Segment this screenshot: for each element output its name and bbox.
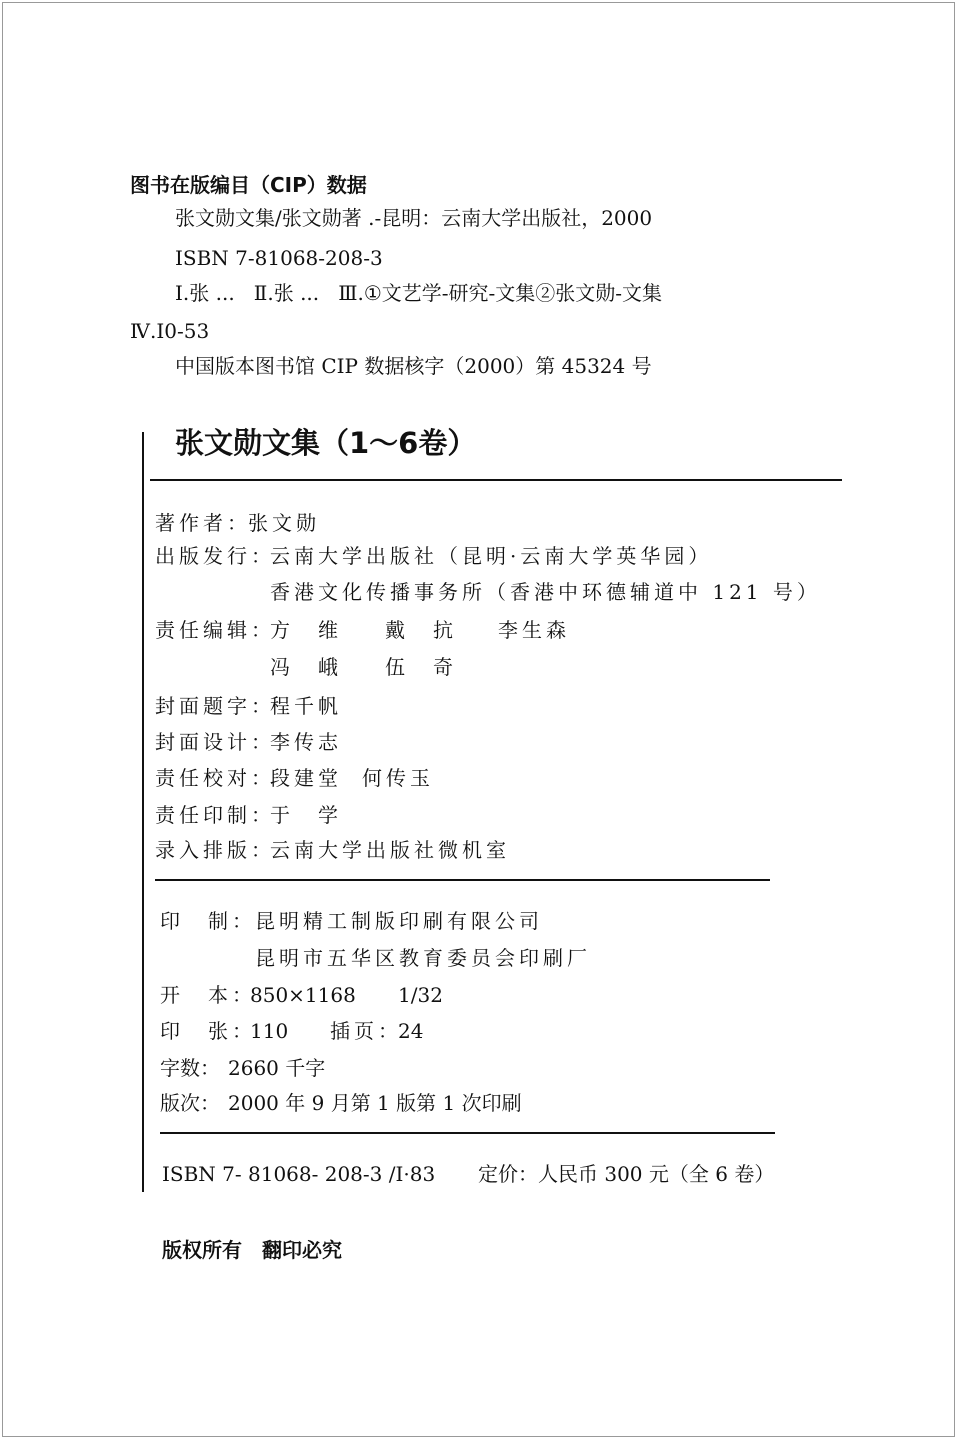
inserts: 24: [398, 1019, 424, 1043]
cip-line: 中国版本图书馆 CIP 数据核字（2000）第 45324 号: [175, 354, 652, 378]
copyright-notice: 版权所有 翻印必究: [162, 1238, 342, 1262]
proofreader: 段建堂: [270, 766, 342, 790]
cip-line: Ⅳ.I0-53: [130, 319, 210, 343]
publisher: 云南大学出版社（昆明·云南大学英华园）: [270, 544, 713, 568]
format-label: 开 本：: [160, 983, 256, 1007]
printer: 昆明市五华区教育委员会印刷厂: [255, 946, 591, 970]
divider: [150, 479, 842, 481]
proofread-label: 责任校对：: [155, 766, 275, 790]
book-title: 张文勋文集（1～6卷）: [175, 426, 477, 460]
typeset: 云南大学出版社微机室: [270, 838, 510, 862]
cover-title: 程千帆: [270, 694, 342, 718]
publisher-label: 出版发行：: [155, 544, 275, 568]
printer-label: 印 制：: [160, 909, 256, 933]
cover-title-label: 封面题字：: [155, 694, 275, 718]
format: 850×1168: [250, 983, 356, 1007]
editor: 方 维: [270, 618, 342, 642]
format-fraction: 1/32: [398, 983, 443, 1007]
cip-line: 张文勋文集/张文勋著 .-昆明：云南大学出版社，2000: [175, 206, 653, 230]
editor: 戴 抗: [385, 618, 457, 642]
sheets-label: 印 张：: [160, 1019, 256, 1043]
printing-resp: 于 学: [270, 803, 342, 827]
cover-design: 李传志: [270, 730, 342, 754]
cip-isbn: ISBN 7-81068-208-3: [175, 246, 383, 270]
author-label: 著作者：: [155, 511, 251, 535]
cip-line: Ⅰ.张 ... Ⅱ.张 ... Ⅲ.①文艺学-研究-文集②张文勋-文集: [175, 281, 663, 305]
cover-design-label: 封面设计：: [155, 730, 275, 754]
publisher: 香港文化传播事务所（香港中环德辅道中 121 号）: [270, 580, 821, 604]
cip-heading: 图书在版编目（CIP）数据: [130, 173, 367, 197]
editor: 冯 峨: [270, 655, 342, 679]
printer: 昆明精工制版印刷有限公司: [255, 909, 543, 933]
isbn-full: ISBN 7- 81068- 208-3 /I·83: [162, 1162, 436, 1186]
divider: [160, 1132, 775, 1134]
editor: 伍 奇: [385, 655, 457, 679]
vertical-rule: [142, 432, 144, 1192]
editors-label: 责任编辑：: [155, 618, 275, 642]
proofreader: 何传玉: [362, 766, 434, 790]
words-label: 字数：: [160, 1056, 220, 1080]
editor: 李生森: [498, 618, 570, 642]
edition: 2000 年 9 月第 1 版第 1 次印刷: [228, 1091, 522, 1115]
author: 张文勋: [248, 511, 320, 535]
words: 2660 千字: [228, 1056, 326, 1080]
typeset-label: 录入排版：: [155, 838, 275, 862]
printing-resp-label: 责任印制：: [155, 803, 275, 827]
price: 定价：人民币 300 元（全 6 卷）: [478, 1162, 775, 1186]
edition-label: 版次：: [160, 1091, 220, 1115]
inserts-label: 插页：: [330, 1019, 402, 1043]
divider: [155, 879, 770, 881]
sheets: 110: [250, 1019, 289, 1043]
